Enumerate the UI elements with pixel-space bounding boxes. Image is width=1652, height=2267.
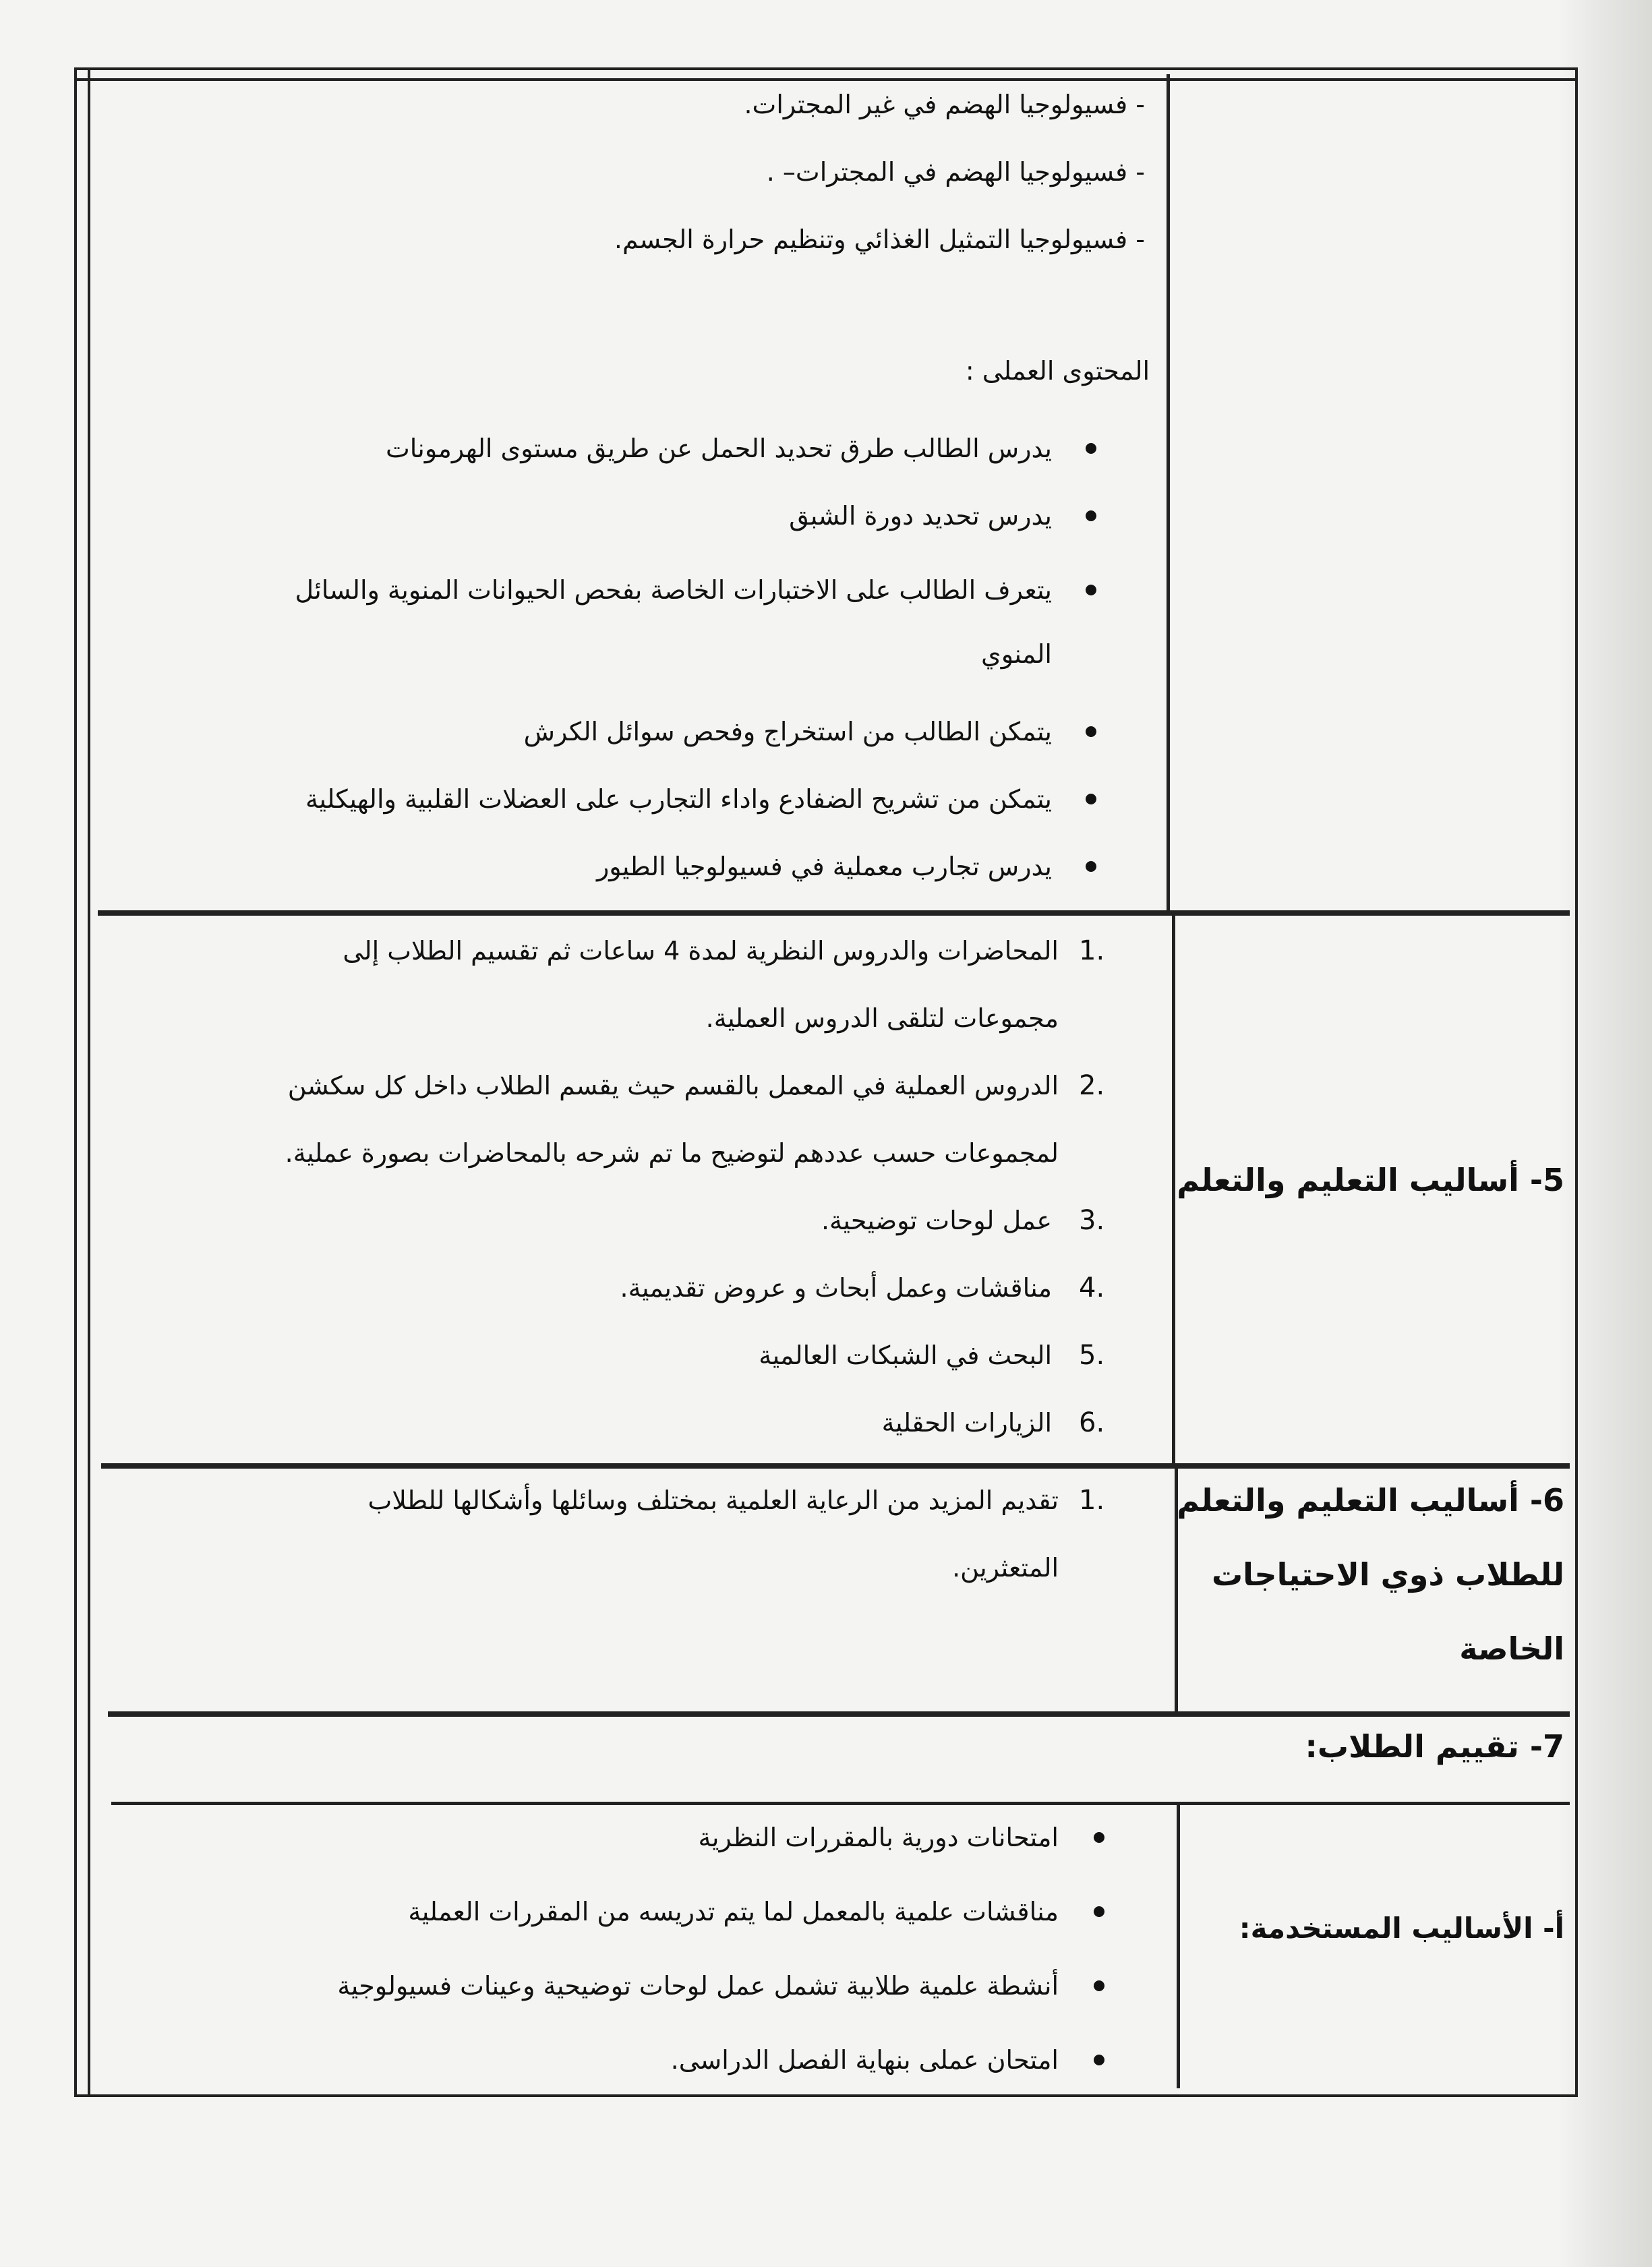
- bullet-icon: [1086, 794, 1096, 804]
- section6-title-line: للطلاب ذوي الاحتياجات: [1211, 1556, 1564, 1593]
- bullet-icon: [1086, 585, 1096, 595]
- assessment-item: امتحان عملى بنهاية الفصل الدراسى.: [670, 2045, 1059, 2075]
- bullet-icon: [1094, 2055, 1104, 2065]
- bullet-icon: [1086, 443, 1096, 454]
- section5-item-line: المحاضرات والدروس النظرية لمدة 4 ساعات ثم تقسيم الطلاب إلى: [343, 936, 1059, 966]
- section6-item-line: المتعثرين.: [952, 1553, 1059, 1583]
- section5-item-line: الدروس العملية في المعمل بالقسم حيث يقسم الطلاب داخل كل سكشن: [287, 1071, 1059, 1100]
- section5-title: 5- أساليب التعليم والتعلم: [1177, 1162, 1564, 1198]
- section5-item-line: البحث في الشبكات العالمية: [759, 1341, 1052, 1370]
- practical-item-continuation: المنوي: [981, 639, 1052, 669]
- bullet-icon: [1086, 510, 1096, 521]
- theory-line: - فسيولوجيا التمثيل الغذائي وتنظيم حرارة الجسم.: [614, 225, 1145, 254]
- row-divider-3: [108, 1711, 1570, 1717]
- list-number: 3.: [1079, 1205, 1105, 1236]
- practical-item: يتعرف الطالب على الاختبارات الخاصة بفحص الحيوانات المنوية والسائل: [295, 575, 1052, 605]
- section5-item-line: عمل لوحات توضيحية.: [821, 1206, 1052, 1235]
- section5-item-line: مجموعات لتلقى الدروس العملية.: [705, 1003, 1059, 1033]
- practical-item: يتمكن الطالب من استخراج وفحص سوائل الكرش: [523, 717, 1052, 746]
- assessment-item: أنشطة علمية طلابية تشمل عمل لوحات توضيحية وعينات فسيولوجية: [337, 1971, 1059, 2001]
- list-number: 1.: [1079, 1485, 1105, 1516]
- list-number: 2.: [1079, 1070, 1105, 1101]
- list-number: 1.: [1079, 935, 1105, 966]
- section5-item-line: مناقشات وعمل أبحاث و عروض تقديمية.: [620, 1273, 1052, 1303]
- bullet-icon: [1094, 1906, 1104, 1917]
- section6-item-line: تقديم المزيد من الرعاية العلمية بمختلف وسائلها وأشكالها للطلاب: [367, 1485, 1059, 1515]
- practical-item: يتمكن من تشريح الضفادع واداء التجارب على العضلات القلبية والهيكلية: [305, 784, 1052, 814]
- row-divider-2: [101, 1463, 1570, 1469]
- section6-title-line: الخاصة: [1459, 1630, 1564, 1667]
- practical-item: يدرس تجارب معملية في فسيولوجيا الطيور: [596, 852, 1052, 881]
- section5-item-line: الزيارات الحقلية: [881, 1408, 1052, 1438]
- bullet-icon: [1086, 861, 1096, 872]
- row-divider-4: [111, 1802, 1570, 1805]
- practical-item: يدرس تحديد دورة الشبق: [789, 501, 1052, 531]
- row-divider-1: [98, 910, 1570, 916]
- section7-subtitle: أ- الأساليب المستخدمة:: [1239, 1912, 1564, 1945]
- column-divider-section5: [1172, 916, 1175, 1463]
- column-divider-section7: [1177, 1805, 1180, 2088]
- practical-heading: المحتوى العملى :: [965, 356, 1150, 386]
- theory-line: - فسيولوجيا الهضم في المجترات– .: [766, 157, 1145, 187]
- bullet-icon: [1094, 1832, 1104, 1843]
- section7-title: 7- تقييم الطلاب:: [1305, 1728, 1564, 1765]
- bullet-icon: [1086, 726, 1096, 737]
- column-divider-top: [1167, 74, 1170, 910]
- list-number: 5.: [1079, 1340, 1105, 1371]
- section6-title-line: 6- أساليب التعليم والتعلم: [1177, 1482, 1564, 1519]
- assessment-item: امتحانات دورية بالمقررات النظرية: [698, 1823, 1059, 1852]
- section5-item-line: لمجموعات حسب عددهم لتوضيح ما تم شرحه بالمحاضرات بصورة عملية.: [285, 1138, 1059, 1168]
- list-number: 4.: [1079, 1272, 1105, 1303]
- assessment-item: مناقشات علمية بالمعمل لما يتم تدريسه من المقررات العملية: [408, 1897, 1059, 1926]
- list-number: 6.: [1079, 1407, 1105, 1438]
- bullet-icon: [1094, 1980, 1104, 1991]
- theory-line: - فسيولوجيا الهضم في غير المجترات.: [744, 90, 1145, 119]
- practical-item: يدرس الطالب طرق تحديد الحمل عن طريق مستوى الهرمونات: [385, 434, 1052, 463]
